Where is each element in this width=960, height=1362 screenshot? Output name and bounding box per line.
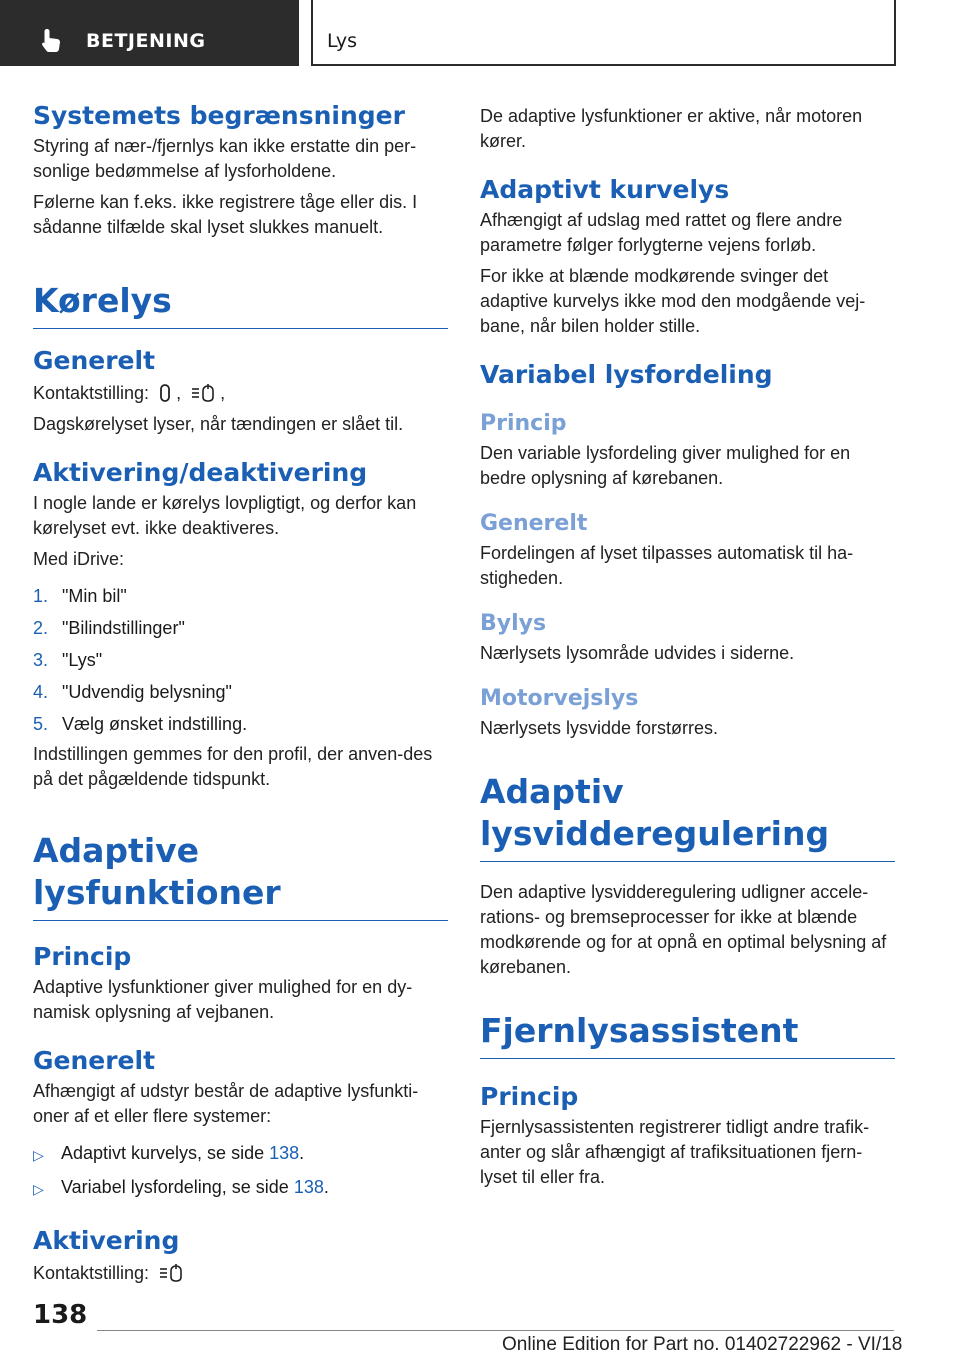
heading-generelt: Generelt xyxy=(33,346,156,375)
paragraph-ignition-position xyxy=(33,381,448,406)
paragraph: For ikke at blænde modkørende svinger det adaptive kurvelys ikke mod den modgående vej-bane, når bilen holder stille. xyxy=(480,266,866,336)
subheading-generelt: Generelt xyxy=(480,511,588,536)
subheading-princip: Princip xyxy=(480,411,567,436)
heading-generelt-2: Generelt xyxy=(33,1046,156,1075)
paragraph: Styring af nær-/fjernlys kan ikke erstatte din per-sonlige bedømmelse af lysforholdene. xyxy=(33,136,417,181)
heading-fjernlysassistent: Fjernlysassistent xyxy=(480,1010,895,1059)
paragraph: Den adaptive lysvidderegulering udligner accele-rations- og bremseprocesser for ikke at blænde modkørende og for at opnå en optimal belysning af kørebanen. xyxy=(480,882,887,977)
paragraph: Den variable lysfordeling giver mulighed for en bedre oplysning af kørebanen. xyxy=(480,443,851,488)
bullet-text: Adaptivt kurvelys, se side xyxy=(61,1143,265,1163)
step-number: 3. xyxy=(33,650,49,670)
right-column xyxy=(480,100,895,1190)
step-text: "Udvendig belysning" xyxy=(62,682,232,702)
subheading-motorvejslys: Motorvejslys xyxy=(480,686,639,711)
paragraph: De adaptive lysfunktioner er aktive, når motoren kører. xyxy=(480,106,863,151)
list-item xyxy=(33,1171,448,1205)
punctuation: . xyxy=(299,1143,305,1163)
step-number: 2. xyxy=(33,618,49,638)
paragraph: Adaptive lysfunktioner giver mulighed for en dy-namisk oplysning af vejbanen. xyxy=(33,977,413,1022)
ignition-off-icon xyxy=(158,383,172,403)
header-chapter-box xyxy=(311,0,896,66)
list-item xyxy=(33,708,448,740)
paragraph: Nærlysets lysvidde forstørres. xyxy=(480,718,719,738)
separator: , xyxy=(220,383,226,403)
step-text: "Lys" xyxy=(62,650,103,670)
paragraph: Med iDrive: xyxy=(33,549,125,569)
steps-list xyxy=(33,580,448,740)
heading-korelys: Kørelys xyxy=(33,280,448,329)
heading-adaptive: Adaptive lysfunktioner xyxy=(33,830,448,921)
heading-lysvidderegulering: Adaptiv lysvidderegulering xyxy=(480,771,895,862)
heading-princip: Princip xyxy=(33,942,132,971)
list-item xyxy=(33,644,448,676)
paragraph-ignition-position xyxy=(33,1261,448,1286)
page-link[interactable]: 138 xyxy=(269,1143,300,1163)
heading-limits: Systemets begrænsninger xyxy=(33,101,405,130)
paragraph: Fjernlysassistenten registrerer tidligt andre trafik-anter og slår afhængigt af trafiksituationen fjern-lyset til eller fra. xyxy=(480,1117,870,1187)
paragraph: Følerne kan f.eks. ikke registrere tåge eller dis. I sådanne tilfælde skal lyset slukkes manuelt. xyxy=(33,192,418,237)
paragraph: I nogle lande er kørelys lovpligtigt, og derfor kan kørelyset evt. ikke deaktiveres. xyxy=(33,493,417,538)
ignition-on-icon xyxy=(190,383,216,403)
systems-list xyxy=(33,1137,448,1205)
list-item xyxy=(33,580,448,612)
heading-variabel: Variabel lysfordeling xyxy=(480,360,773,389)
page-link[interactable]: 138 xyxy=(293,1177,324,1197)
subheading-bylys: Bylys xyxy=(480,611,547,636)
bullet-text: Variabel lysfordeling, se side xyxy=(61,1177,289,1197)
heading-kurvelys: Adaptivt kurvelys xyxy=(480,175,730,204)
footer-divider xyxy=(97,1330,894,1331)
paragraph: Dagskørelyset lyser, når tændingen er slået til. xyxy=(33,414,404,434)
step-text: "Min bil" xyxy=(62,586,127,606)
header-chapter-label: Lys xyxy=(327,30,357,52)
footer-edition: Online Edition for Part no. 01402722962 - VI/18 xyxy=(502,1334,903,1355)
paragraph: Fordelingen af lyset tilpasses automatisk til ha-stigheden. xyxy=(480,543,854,588)
step-text: Vælg ønsket indstilling. xyxy=(62,714,248,734)
paragraph: Afhængigt af udslag med rattet og flere andre parametre følger forlygterne vejens forløb. xyxy=(480,210,843,255)
paragraph: Afhængigt af udstyr består de adaptive lysfunkti-oner af et eller flere systemer: xyxy=(33,1081,419,1126)
left-column xyxy=(33,100,448,1286)
list-item xyxy=(33,1137,448,1171)
step-number: 4. xyxy=(33,682,49,702)
page-number: 138 xyxy=(33,1300,88,1330)
list-item xyxy=(33,612,448,644)
separator: , xyxy=(176,383,182,403)
punctuation: . xyxy=(323,1177,329,1197)
triangle-bullet-icon: ▷ xyxy=(33,1181,44,1197)
paragraph-text: Kontaktstilling: xyxy=(33,1263,150,1283)
paragraph-text: Kontaktstilling: xyxy=(33,383,150,403)
heading-princip: Princip xyxy=(480,1082,579,1111)
step-number: 1. xyxy=(33,586,49,606)
list-item xyxy=(33,676,448,708)
step-text: "Bilindstillinger" xyxy=(62,618,185,638)
ignition-on-icon xyxy=(158,1263,184,1283)
heading-activation: Aktivering/deaktivering xyxy=(33,458,368,487)
paragraph: Indstillingen gemmes for den profil, der anven-des på det pågældende tidspunkt. xyxy=(33,744,433,789)
hand-pointer-icon xyxy=(38,26,66,54)
header-section-label: BETJENING xyxy=(86,30,206,52)
triangle-bullet-icon: ▷ xyxy=(33,1147,44,1163)
heading-aktivering: Aktivering xyxy=(33,1226,180,1255)
paragraph: Nærlysets lysområde udvides i siderne. xyxy=(480,643,795,663)
step-number: 5. xyxy=(33,714,49,734)
